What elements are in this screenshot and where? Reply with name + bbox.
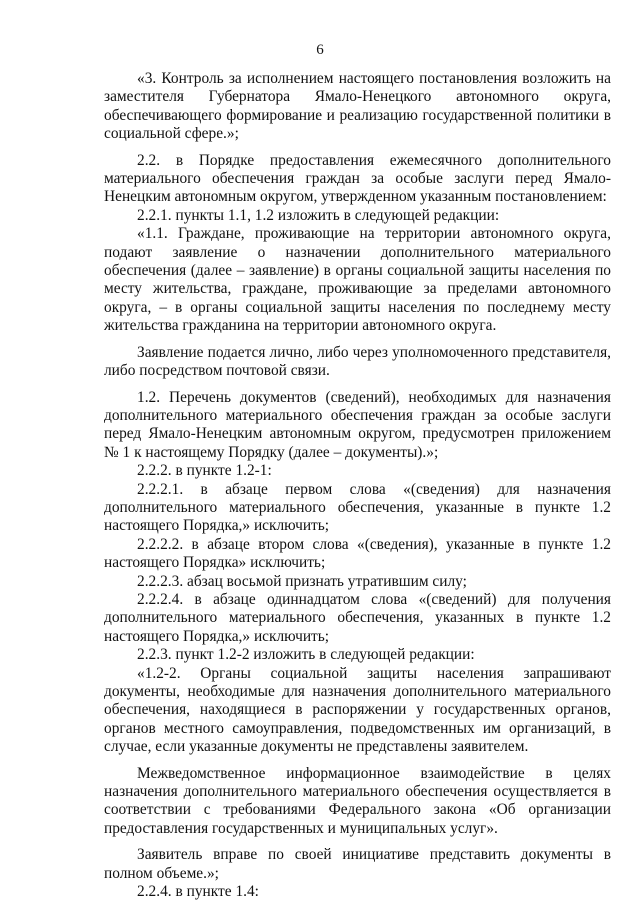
paragraph-interaction: Межведомственное информационное взаимодействие в целях назначения дополнительного материального обеспечения осуществляется в соответствии с требованиями Федерального закона «Об организации предоставления государственных и муниципальных услуг».	[104, 764, 611, 837]
paragraph-applicant: Заявитель вправе по своей инициативе представить документы в полном объеме.»;	[104, 846, 611, 882]
paragraph-2-2-1: 2.2.1. пункты 1.1, 1.2 изложить в следующей редакции:	[137, 206, 500, 224]
paragraph-2-2-4: 2.2.4. в пункте 1.4:	[137, 883, 259, 901]
paragraph-1-1: «1.1. Граждане, проживающие на территории автономного округа, подают заявление о назначении дополнительного материального обеспечения (далее – заявление) в органы социальной защиты населения по месту жительства, граждане, проживающие за пределами автономного округа, – в органы социальной защиты населения по последнему месту жительства гражданина на территории автономного округа.	[104, 225, 611, 335]
paragraph-2-2-2-2: 2.2.2.2. в абзаце втором слова «(сведения), указанные в пункте 1.2 настоящего Порядка» исключить;	[104, 535, 611, 572]
paragraph-2-2-3: 2.2.3. пункт 1.2-2 изложить в следующей редакции:	[137, 646, 475, 664]
paragraph-2-2-2: 2.2.2. в пункте 1.2-1:	[137, 462, 272, 480]
paragraph-2-2-2-1: 2.2.2.1. в абзаце первом слова «(сведения) для назначения дополнительного материального обеспечения, указанные в пункте 1.2 настоящего Порядка,» исключить;	[104, 480, 611, 535]
page-number: 6	[316, 42, 324, 58]
paragraph-2-2-2-3: 2.2.2.3. абзац восьмой признать утратившим силу;	[137, 572, 467, 590]
paragraph-2-2-2-4: 2.2.2.4. в абзаце одиннадцатом слова «(сведений) для получения дополнительного материального обеспечения, указанных в пункте 1.2 настоящего Порядка,» исключить;	[104, 590, 611, 645]
paragraph-application: Заявление подается лично, либо через уполномоченного представителя, либо посредством почтовой связи.	[104, 343, 611, 380]
paragraph-control: «3. Контроль за исполнением настоящего постановления возложить на заместителя Губернатора Ямало-Ненецкого автономного округа, обеспечивающего формирование и реализацию государственной политики в социальной сфере.»;	[104, 70, 611, 143]
paragraph-2-2: 2.2. в Порядке предоставления ежемесячного дополнительного материального обеспечения граждан за особые заслуги перед Ямало-Ненецким автономным округом, утвержденном указанным постановлением:	[104, 151, 611, 206]
paragraph-1-2: 1.2. Перечень документов (сведений), необходимых для назначения дополнительного материального обеспечения граждан за особые заслуги перед Ямало-Ненецким автономным округом, предусмотрен приложением № 1 к настоящему Порядку (далее – документы).»;	[104, 388, 611, 461]
paragraph-1-2-2: «1.2-2. Органы социальной защиты населения запрашивают документы, необходимые для назначения дополнительного материального обеспечения, находящиеся в распоряжении у государственных органов, органов местного самоуправления, подведомственных им организаций, в случае, если указанные документы не представлены заявителем.	[104, 664, 611, 756]
document-body	[104, 70, 611, 901]
